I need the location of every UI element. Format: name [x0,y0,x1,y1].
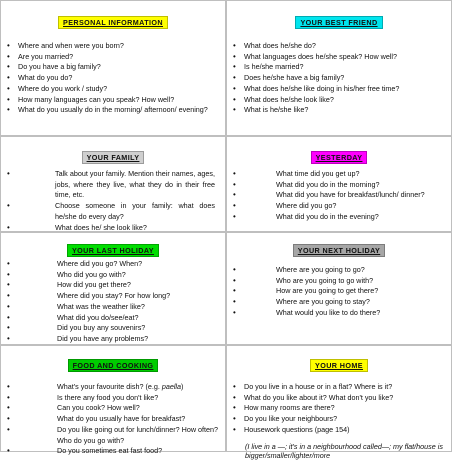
list-item: • How are you going to get there? [227,286,451,297]
card-title: PERSONAL INFORMATION [58,16,168,29]
question-list [227,265,451,319]
list-item: • What does he/she like doing in his/her free time? [227,84,451,95]
list-item: • What did you do in the evening? [227,212,451,223]
list-item: • What's your favourite dish? (e.g. paella) [1,382,225,393]
list-item: • Where and when were you born? [1,41,225,52]
list-item: • Are you married? [1,52,225,63]
list-item: • What languages does he/she speak? How well? [227,52,451,63]
list-item: • Does he/she have a big family? [227,73,451,84]
list-item: • Who are you going to go with? [227,276,451,287]
example-note: (I live in a —; it's in a neighbourhood called—; my flat/house is bigger/smaller/lighter/more [245,441,443,460]
list-item: • Do you like your neighbours? [227,414,451,425]
list-item: • What do you like about it? What don't you like? [227,393,451,404]
card-title: YOUR HOME [310,359,368,372]
list-item: • Do you live in a house or in a flat? Where is it? [227,382,451,393]
list-item: • Where do you work / study? [1,84,225,95]
question-list [1,259,225,355]
list-item: • What does he/ she look like? [1,223,225,234]
list-item: • Did you have any problems? [1,334,225,345]
card-personal-information [0,0,226,136]
list-item: • Where did you go? When? [1,259,225,270]
card-yesterday [226,136,452,232]
list-item: • What would you like to do there? [227,308,451,319]
list-item: • Who did you go with? [1,270,225,281]
list-item: • Can you cook? How well? [1,403,225,414]
list-item: • What does he/she look like? [227,95,451,106]
list-item: • Where are you going to stay? [227,297,451,308]
card-title: YESTERDAY [311,151,368,164]
card-next-holiday [226,232,452,345]
list-item: • How many rooms are there? [227,403,451,414]
list-item: • Housework questions (page 154) [227,425,451,436]
card-your-home [226,345,452,460]
question-list [227,41,451,116]
list-item: • What time did you get up? [227,169,451,180]
list-item: • Did you buy any souvenirs? [1,323,225,334]
list-item: • Choose someone in your family: what does he/she do every day? [1,201,225,222]
question-list [1,41,225,116]
list-item: • How did you get there? [1,280,225,291]
list-item: • What was the weather like? [1,302,225,313]
list-item: • Where did you go? [227,201,451,212]
card-title: YOUR LAST HOLIDAY [67,244,159,257]
card-title: FOOD AND COOKING [68,359,159,372]
list-item: • What does he/she do? [227,41,451,52]
list-item: • Do you sometimes eat fast food? [1,446,225,457]
card-your-family [0,136,226,232]
list-item: • What did you do in the morning? [227,180,451,191]
list-item: • What do you usually have for breakfast? [1,414,225,425]
list-item: • How many languages can you speak? How well? [1,95,225,106]
list-item: • Where did you stay? For how long? [1,291,225,302]
list-item: • Do you have a big family? [1,62,225,73]
list-item: • Talk about your family. Mention their names, ages, jobs, where they live, what they do in their free time, etc. [1,169,225,201]
card-title: YOUR BEST FRIEND [295,16,382,29]
list-item: • Where are you going to go? [227,265,451,276]
card-best-friend [226,0,452,136]
question-list [1,382,225,457]
question-list [227,169,451,223]
card-title: YOUR FAMILY [82,151,145,164]
card-food-and-cooking [0,345,226,456]
list-item: • What do you usually do in the morning/ afternoon/ evening? [1,105,225,116]
card-title: YOUR NEXT HOLIDAY [293,244,385,257]
list-item: • Is there any food you don't like? [1,393,225,404]
question-list [227,382,451,436]
list-item: • What did you do/see/eat? [1,313,225,324]
list-item: • What did you have for breakfast/lunch/ dinner? [227,190,451,201]
list-item: • What do you do? [1,73,225,84]
card-last-holiday [0,232,226,345]
list-item: • What is he/she like? [227,105,451,116]
list-item: • Is he/she married? [227,62,451,73]
list-item: • Do you like going out for lunch/dinner? How often? Who do you go with? [1,425,225,446]
